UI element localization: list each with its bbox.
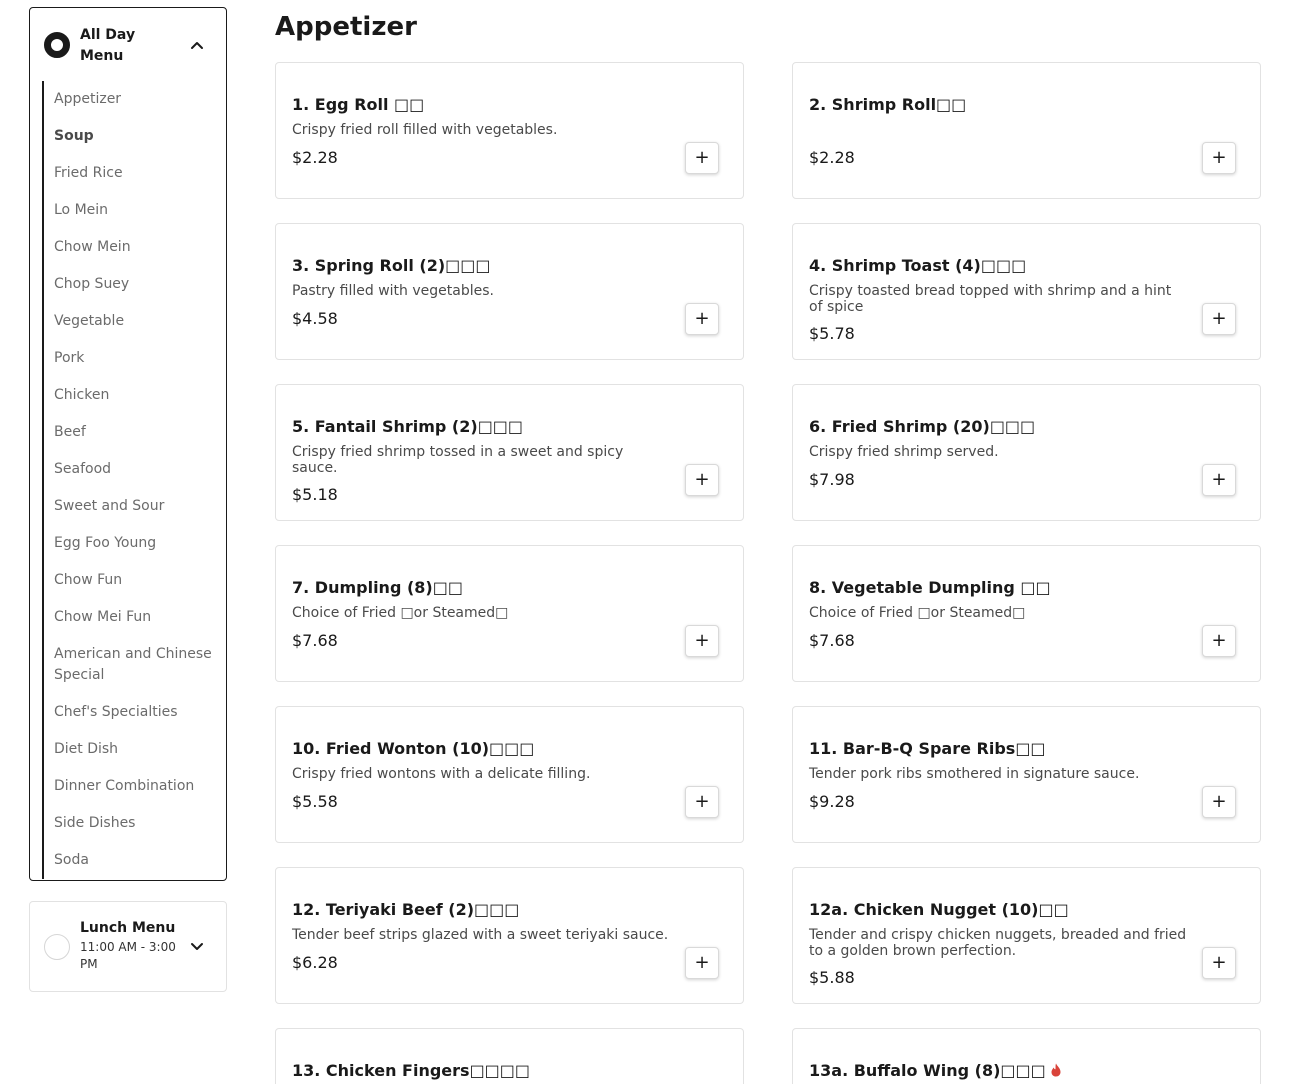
category-pork[interactable]: Pork [54, 350, 85, 366]
item-description: Tender pork ribs smothered in signature sauce. [809, 766, 1140, 782]
category-chicken[interactable]: Chicken [54, 387, 110, 403]
category-appetizer[interactable]: Appetizer [54, 91, 122, 107]
category-beef[interactable]: Beef [54, 424, 86, 440]
item-price: $9.28 [809, 792, 855, 811]
item-price: $5.88 [809, 968, 855, 987]
add-to-cart-button[interactable]: + [685, 303, 719, 335]
category-lo-mein[interactable]: Lo Mein [54, 202, 109, 218]
add-to-cart-button[interactable]: + [1202, 625, 1236, 657]
all-day-menu-panel [29, 7, 227, 881]
item-description: Choice of Fried □or Steamed□ [292, 605, 509, 621]
flame-icon [1050, 1063, 1062, 1077]
all-day-menu-radio[interactable] [44, 32, 70, 58]
lunch-menu-panel[interactable] [29, 901, 227, 992]
menu-item-card[interactable] [792, 1028, 1261, 1084]
item-name: 10. Fried Wonton (10)□□□ [292, 739, 535, 758]
item-name: 5. Fantail Shrimp (2)□□□ [292, 417, 524, 436]
add-to-cart-button[interactable]: + [1202, 303, 1236, 335]
item-price: $7.68 [292, 631, 338, 650]
menu-item-card[interactable] [792, 545, 1261, 682]
category-side-dishes[interactable]: Side Dishes [54, 815, 136, 831]
item-name: 13. Chicken Fingers□□□□ [292, 1061, 531, 1080]
menu-item-card[interactable] [275, 1028, 744, 1084]
add-to-cart-button[interactable]: + [685, 786, 719, 818]
item-name: 13a. Buffalo Wing (8)□□□ [809, 1061, 1046, 1080]
item-name: 3. Spring Roll (2)□□□ [292, 256, 491, 275]
add-to-cart-button[interactable]: + [1202, 786, 1236, 818]
all-day-menu-title: All Day Menu [80, 27, 136, 64]
item-price: $6.28 [292, 953, 338, 972]
category-diet-dish[interactable]: Diet Dish [54, 741, 119, 757]
category-list [42, 81, 218, 879]
item-description: Crispy fried shrimp tossed in a sweet and spicy sauce. [292, 444, 624, 476]
category-sweet-and-sour[interactable]: Sweet and Sour [54, 498, 165, 514]
lunch-menu-title: Lunch Menu [80, 920, 176, 936]
menu-item-card[interactable] [792, 867, 1261, 1004]
menu-item-card[interactable] [792, 384, 1261, 521]
item-price: $5.58 [292, 792, 338, 811]
item-price: $2.28 [809, 148, 855, 167]
add-to-cart-button[interactable]: + [685, 142, 719, 174]
menu-item-card[interactable] [275, 384, 744, 521]
add-to-cart-button[interactable]: + [685, 464, 719, 496]
menu-item-card[interactable] [792, 223, 1261, 360]
item-description: Tender beef strips glazed with a sweet teriyaki sauce. [292, 927, 669, 943]
menu-item-card[interactable] [792, 62, 1261, 199]
item-name: 1. Egg Roll □□ [292, 95, 425, 114]
lunch-menu-radio[interactable] [44, 934, 70, 960]
category-chow-fun[interactable]: Chow Fun [54, 572, 123, 588]
menu-item-card[interactable] [275, 706, 744, 843]
category-soup[interactable]: Soup [54, 128, 94, 144]
category-dinner-combination[interactable]: Dinner Combination [54, 778, 195, 794]
category-egg-foo-young[interactable]: Egg Foo Young [54, 535, 157, 551]
chevron-down-icon[interactable] [190, 942, 204, 952]
all-day-menu-header[interactable] [30, 8, 226, 82]
item-description: Pastry filled with vegetables. [292, 283, 494, 299]
add-to-cart-button[interactable]: + [1202, 142, 1236, 174]
category-fried-rice[interactable]: Fried Rice [54, 165, 123, 181]
menu-item-card[interactable] [275, 867, 744, 1004]
item-name: 11. Bar-B-Q Spare Ribs□□ [809, 739, 1046, 758]
item-name: 7. Dumpling (8)□□ [292, 578, 463, 597]
item-name: 12. Teriyaki Beef (2)□□□ [292, 900, 520, 919]
item-price: $4.58 [292, 309, 338, 328]
item-name: 12a. Chicken Nugget (10)□□ [809, 900, 1069, 919]
category-chow-mein[interactable]: Chow Mein [54, 239, 131, 255]
item-name: 2. Shrimp Roll□□ [809, 95, 967, 114]
add-to-cart-button[interactable]: + [1202, 947, 1236, 979]
item-description: Choice of Fried □or Steamed□ [809, 605, 1026, 621]
add-to-cart-button[interactable]: + [685, 625, 719, 657]
add-to-cart-button[interactable]: + [685, 947, 719, 979]
item-name-row [809, 1060, 1239, 1082]
section-title: Appetizer [275, 12, 417, 42]
category-soda[interactable]: Soda [54, 852, 89, 868]
menu-item-card[interactable] [275, 223, 744, 360]
category-chefs-specialties[interactable]: Chef's Specialties [54, 704, 178, 720]
category-chow-mei-fun[interactable]: Chow Mei Fun [54, 609, 152, 625]
lunch-menu-hours: 11:00 AM - 3:00 PM [80, 940, 176, 971]
category-seafood[interactable]: Seafood [54, 461, 112, 477]
item-name: 6. Fried Shrimp (20)□□□ [809, 417, 1036, 436]
item-price: $7.68 [809, 631, 855, 650]
item-name: 8. Vegetable Dumpling □□ [809, 578, 1051, 597]
item-price: $7.98 [809, 470, 855, 489]
item-price: $2.28 [292, 148, 338, 167]
menu-item-card[interactable] [792, 706, 1261, 843]
item-description: Crispy fried roll filled with vegetables. [292, 122, 558, 138]
menu-item-card[interactable] [275, 545, 744, 682]
category-american-chinese-special[interactable]: American and Chinese Special [54, 646, 212, 683]
item-price: $5.18 [292, 485, 338, 504]
category-vegetable[interactable]: Vegetable [54, 313, 125, 329]
item-name: 4. Shrimp Toast (4)□□□ [809, 256, 1027, 275]
item-description: Crispy fried wontons with a delicate filling. [292, 766, 591, 782]
item-description: Crispy fried shrimp served. [809, 444, 999, 460]
chevron-up-icon[interactable] [190, 40, 204, 50]
item-description: Crispy toasted bread topped with shrimp and a hint of spice [809, 283, 1172, 315]
item-price: $5.78 [809, 324, 855, 343]
add-to-cart-button[interactable]: + [1202, 464, 1236, 496]
category-chop-suey[interactable]: Chop Suey [54, 276, 130, 292]
menu-item-card[interactable] [275, 62, 744, 199]
item-description: Tender and crispy chicken nuggets, breaded and fried to a golden brown perfection. [809, 927, 1187, 959]
